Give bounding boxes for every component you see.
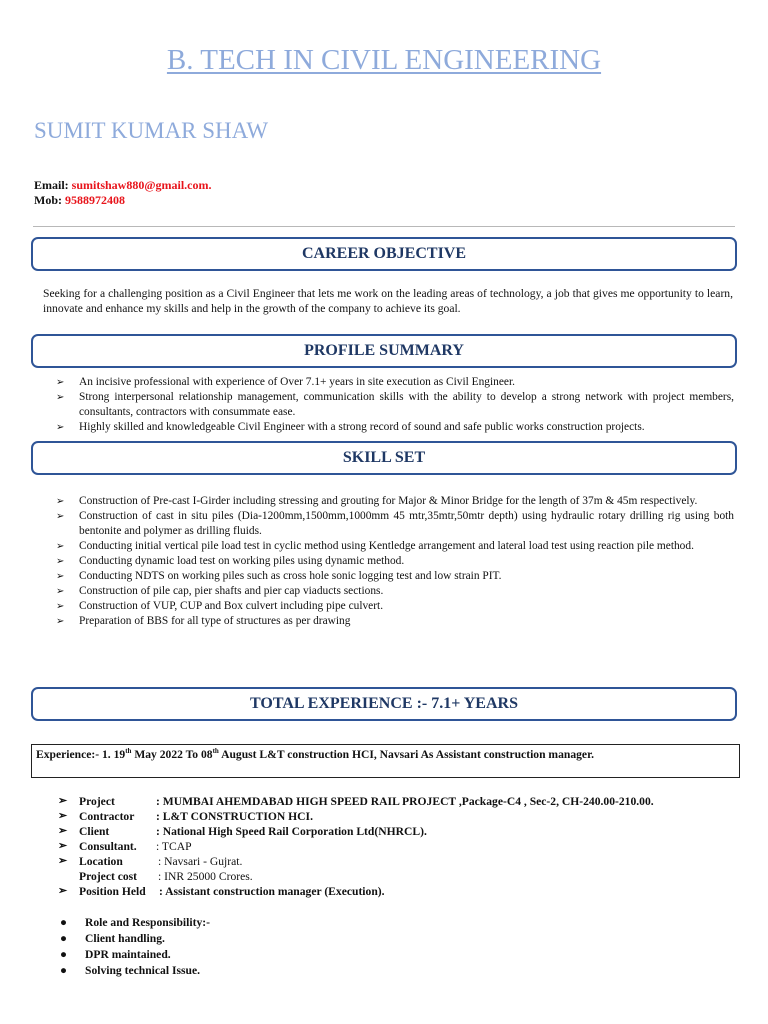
list-item: ➢ Preparation of BBS for all type of structures as per drawing bbox=[56, 615, 351, 627]
arrow-bullet-icon: ➢ bbox=[56, 392, 65, 403]
profile-summary-list bbox=[56, 375, 734, 435]
arrow-bullet-icon: ➢ bbox=[56, 496, 65, 507]
arrow-bullet-icon: ➢ bbox=[56, 601, 65, 612]
list-item: ➢ Construction of Pre-cast I-Girder including stressing and grouting for Major & Minor Bridge for the length of 37m & 45m respectively. bbox=[56, 495, 698, 507]
mobile-label: Mob: bbox=[34, 193, 62, 207]
skill-set-list bbox=[56, 494, 734, 629]
profile-summary-title: PROFILE SUMMARY bbox=[304, 342, 464, 359]
project-key: Contractor bbox=[79, 810, 135, 823]
arrow-bullet-icon: ➢ bbox=[58, 840, 68, 852]
role-list bbox=[60, 915, 210, 979]
bullet-icon: ● bbox=[60, 916, 68, 929]
arrow-bullet-icon: ➢ bbox=[56, 586, 65, 597]
bullet-icon: ● bbox=[60, 964, 68, 977]
arrow-bullet-icon: ➢ bbox=[56, 616, 65, 627]
list-item: ➢ Conducting NDTS on working piles such as cross hole sonic logging test and low strain PIT. bbox=[56, 570, 502, 582]
project-value: : INR 25000 Crores. bbox=[158, 870, 253, 883]
arrow-bullet-icon: ➢ bbox=[56, 511, 65, 522]
bullet-icon: ● bbox=[60, 932, 68, 945]
project-value: : Navsari - Gujrat. bbox=[158, 855, 243, 868]
career-objective-heading bbox=[31, 237, 737, 271]
project-key: Project bbox=[79, 795, 115, 808]
arrow-bullet-icon: ➢ bbox=[58, 825, 68, 837]
arrow-bullet-icon: ➢ bbox=[56, 556, 65, 567]
total-experience-heading bbox=[31, 687, 737, 721]
list-item: ➢ Conducting initial vertical pile load test in cyclic method using Kentledge arrangement and lateral load test using reaction pile method. bbox=[56, 540, 694, 552]
total-experience-title: TOTAL EXPERIENCE :- 7.1+ YEARS bbox=[250, 695, 518, 712]
project-value: : Assistant construction manager (Execution). bbox=[159, 885, 385, 898]
bullet-icon: ● bbox=[60, 948, 68, 961]
arrow-bullet-icon: ➢ bbox=[56, 422, 65, 433]
project-value: : L&T CONSTRUCTION HCI. bbox=[156, 810, 313, 823]
list-item: ● Solving technical Issue. bbox=[60, 964, 200, 977]
arrow-bullet-icon: ➢ bbox=[56, 377, 65, 388]
divider bbox=[33, 226, 735, 227]
degree-title: B. TECH IN CIVIL ENGINEERING bbox=[166, 44, 602, 76]
arrow-bullet-icon: ➢ bbox=[58, 795, 68, 807]
list-item: ➢ Construction of cast in situ piles (Dia-1200mm,1500mm,1000mm 45 mtr,35mtr,50mtr depth) using hydraulic rotary drilling rig using both bentonite and polymer as drilling fluids. bbox=[56, 510, 734, 537]
email-value[interactable]: sumitshaw880@gmail.com. bbox=[71, 178, 212, 192]
list-item: ➢ Highly skilled and knowledgeable Civil Engineer with a strong record of sound and safe public works construction projects. bbox=[56, 421, 645, 433]
career-objective-text: Seeking for a challenging position as a Civil Engineer that lets me work on the leading areas of technology, a job that gives me opportunity to learn, innovate and enhance my skills and help in the growth of the company to achieve its goal. bbox=[43, 287, 733, 315]
career-objective-title: CAREER OBJECTIVE bbox=[301, 245, 467, 262]
mobile-line bbox=[34, 193, 125, 208]
project-key: Position Held bbox=[79, 885, 146, 898]
arrow-bullet-icon: ➢ bbox=[58, 810, 68, 822]
email-line bbox=[34, 178, 212, 193]
mobile-value: 9588972408 bbox=[65, 193, 125, 207]
list-item: ● DPR maintained. bbox=[60, 948, 171, 961]
arrow-bullet-icon: ➢ bbox=[56, 541, 65, 552]
project-key: Client bbox=[79, 825, 110, 838]
experience-entry: Experience:- 1. 19th May 2022 To 08th August L&T construction HCI, Navsari As Assistant construction manager. bbox=[31, 744, 740, 778]
skill-set-title: SKILL SET bbox=[342, 449, 426, 466]
project-value: : MUMBAI AHEMDABAD HIGH SPEED RAIL PROJECT ,Package-C4 , Sec-2, CH-240.00-210.00. bbox=[156, 795, 654, 808]
list-item: ➢ An incisive professional with experience of Over 7.1+ years in site execution as Civil Engineer. bbox=[56, 376, 515, 388]
arrow-bullet-icon: ➢ bbox=[58, 855, 68, 867]
project-key: Project cost bbox=[79, 870, 138, 883]
list-item: ➢ Construction of pile cap, pier shafts and pier cap viaducts sections. bbox=[56, 585, 384, 597]
candidate-name: SUMIT KUMAR SHAW bbox=[34, 118, 269, 143]
project-value: : TCAP bbox=[156, 840, 192, 853]
list-item: ➢ Conducting dynamic load test on working piles using dynamic method. bbox=[56, 555, 405, 567]
list-item: ➢ Construction of VUP, CUP and Box culvert including pipe culvert. bbox=[56, 600, 384, 612]
skill-set-heading bbox=[31, 441, 737, 475]
list-item: ➢ Strong interpersonal relationship management, communication skills with the ability to develop a strong network with project members, consultants, contractors with consummate ease. bbox=[56, 391, 734, 418]
arrow-bullet-icon: ➢ bbox=[58, 885, 68, 897]
profile-summary-heading bbox=[31, 334, 737, 368]
project-value: : National High Speed Rail Corporation Ltd(NHRCL). bbox=[156, 825, 427, 838]
project-key: Consultant. bbox=[79, 840, 137, 853]
email-label: Email: bbox=[34, 178, 69, 192]
arrow-bullet-icon: ➢ bbox=[56, 571, 65, 582]
list-item: ● Role and Responsibility:- bbox=[60, 916, 210, 929]
list-item: ● Client handling. bbox=[60, 932, 165, 945]
project-key: Location bbox=[79, 855, 123, 868]
